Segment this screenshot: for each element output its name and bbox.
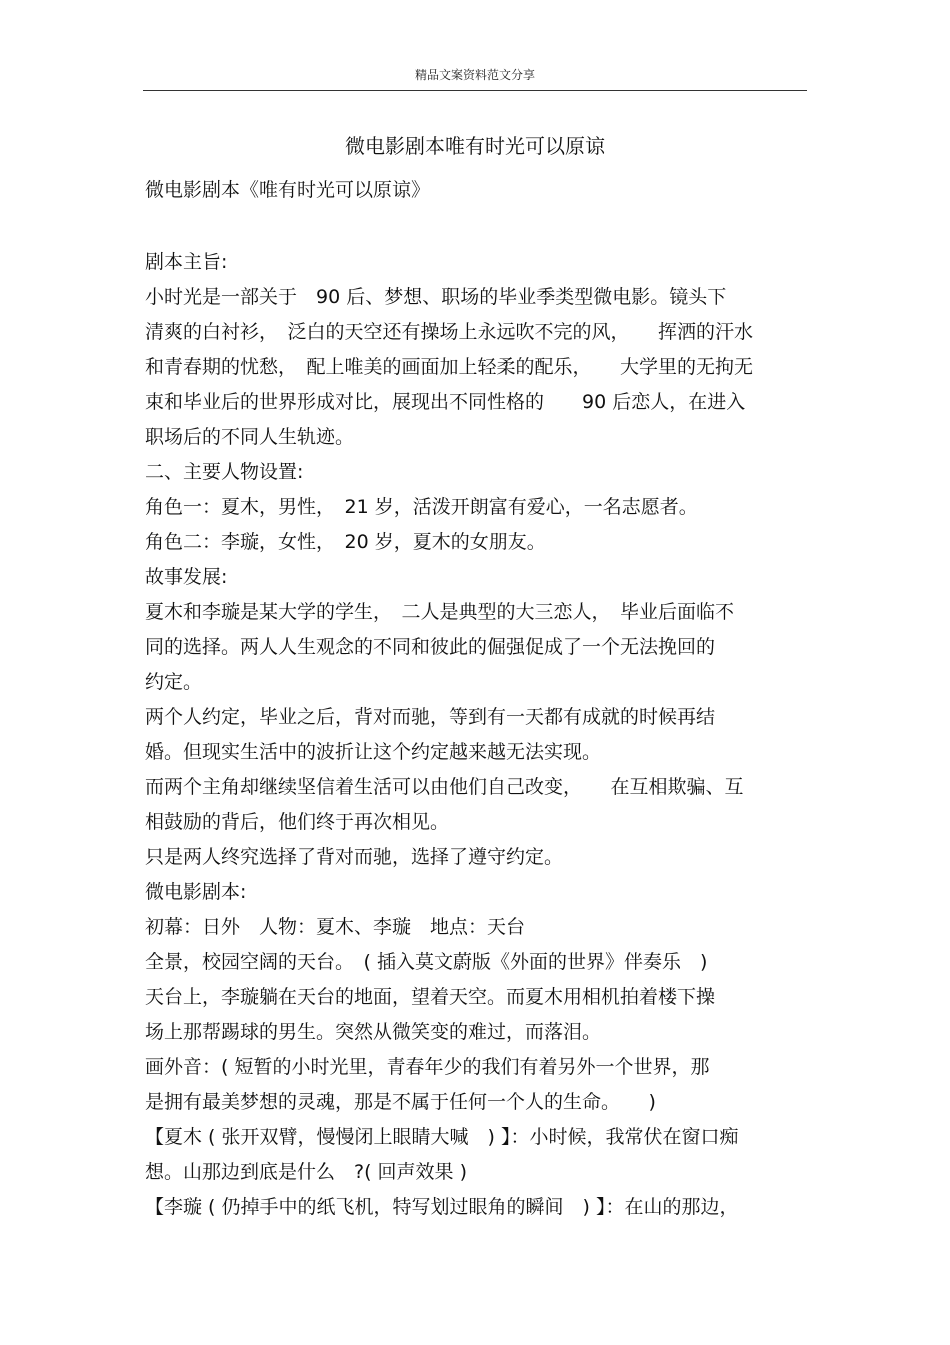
document-body <box>145 245 810 1225</box>
body-line: 场上那帮踢球的男生。突然从微笑变的难过，而落泪。 <box>145 1021 602 1043</box>
body-line: 全景，校园空阔的天台。 ( 插入莫文蔚版《外面的世界》伴奏乐 ) <box>145 951 708 973</box>
body-line: 初幕：日外 人物：夏木、李璇 地点：天台 <box>145 916 526 938</box>
body-line: 角色一：夏木，男性， 21 岁，活泼开朗富有爱心，一名志愿者。 <box>145 496 698 518</box>
body-line: 是拥有最美梦想的灵魂，那是不属于任何一个人的生命。 ) <box>145 1091 656 1113</box>
body-line: 小时光是一部关于 90 后、梦想、职场的毕业季类型微电影。镜头下 <box>145 286 727 308</box>
body-line: 职场后的不同人生轨迹。 <box>145 426 355 448</box>
header-divider <box>143 90 807 91</box>
body-line: 天台上，李璇躺在天台的地面，望着天空。而夏木用相机拍着楼下操 <box>145 986 716 1008</box>
body-line: 角色二：李璇，女性， 20 岁，夏木的女朋友。 <box>145 531 546 553</box>
body-line: 相鼓励的背后，他们终于再次相见。 <box>145 811 450 833</box>
body-line: 画外音：( 短暂的小时光里，青春年少的我们有着另外一个世界，那 <box>145 1056 710 1078</box>
body-line: 束和毕业后的世界形成对比，展现出不同性格的 90 后恋人，在进入 <box>145 391 746 413</box>
body-line: 婚。但现实生活中的波折让这个约定越来越无法实现。 <box>145 741 602 763</box>
body-line: 【李璇 ( 仍掉手中的纸飞机，特写划过眼角的瞬间 ) 】：在山的那边， <box>145 1196 739 1218</box>
body-line: 微电影剧本: <box>145 881 247 903</box>
body-line: 【夏木 ( 张开双臂，慢慢闭上眼睛大喊 ) 】：小时候，我常伏在窗口痴 <box>145 1126 739 1148</box>
body-line: 同的选择。两人人生观念的不同和彼此的倔强促成了一个无法挽回的 <box>145 636 716 658</box>
document-title: 微电影剧本唯有时光可以原谅 <box>345 134 605 158</box>
body-line: 故事发展: <box>145 566 228 588</box>
body-line: 两个人约定，毕业之后，背对而驰，等到有一天都有成就的时候再结 <box>145 706 716 728</box>
header-text: 精品文案资料范文分享 <box>414 68 535 82</box>
body-line: 想。山那边到底是什么 ?( 回声效果 ) <box>145 1161 467 1183</box>
body-line: 和青春期的忧愁， 配上唯美的画面加上轻柔的配乐， 大学里的无拘无 <box>145 356 754 378</box>
body-line: 清爽的白衬衫， 泛白的天空还有操场上永远吹不完的风， 挥洒的汗水 <box>145 321 754 343</box>
body-line: 约定。 <box>145 671 203 693</box>
body-line: 而两个主角却继续坚信着生活可以由他们自己改变， 在互相欺骗、互 <box>145 776 744 798</box>
body-line: 二、主要人物设置: <box>145 461 304 483</box>
document-subtitle: 微电影剧本《唯有时光可以原谅》 <box>145 179 431 201</box>
body-line: 只是两人终究选择了背对而驰，选择了遵守约定。 <box>145 846 564 868</box>
body-line: 剧本主旨: <box>145 251 228 273</box>
body-line: 夏木和李璇是某大学的学生， 二人是典型的大三恋人， 毕业后面临不 <box>145 601 735 623</box>
